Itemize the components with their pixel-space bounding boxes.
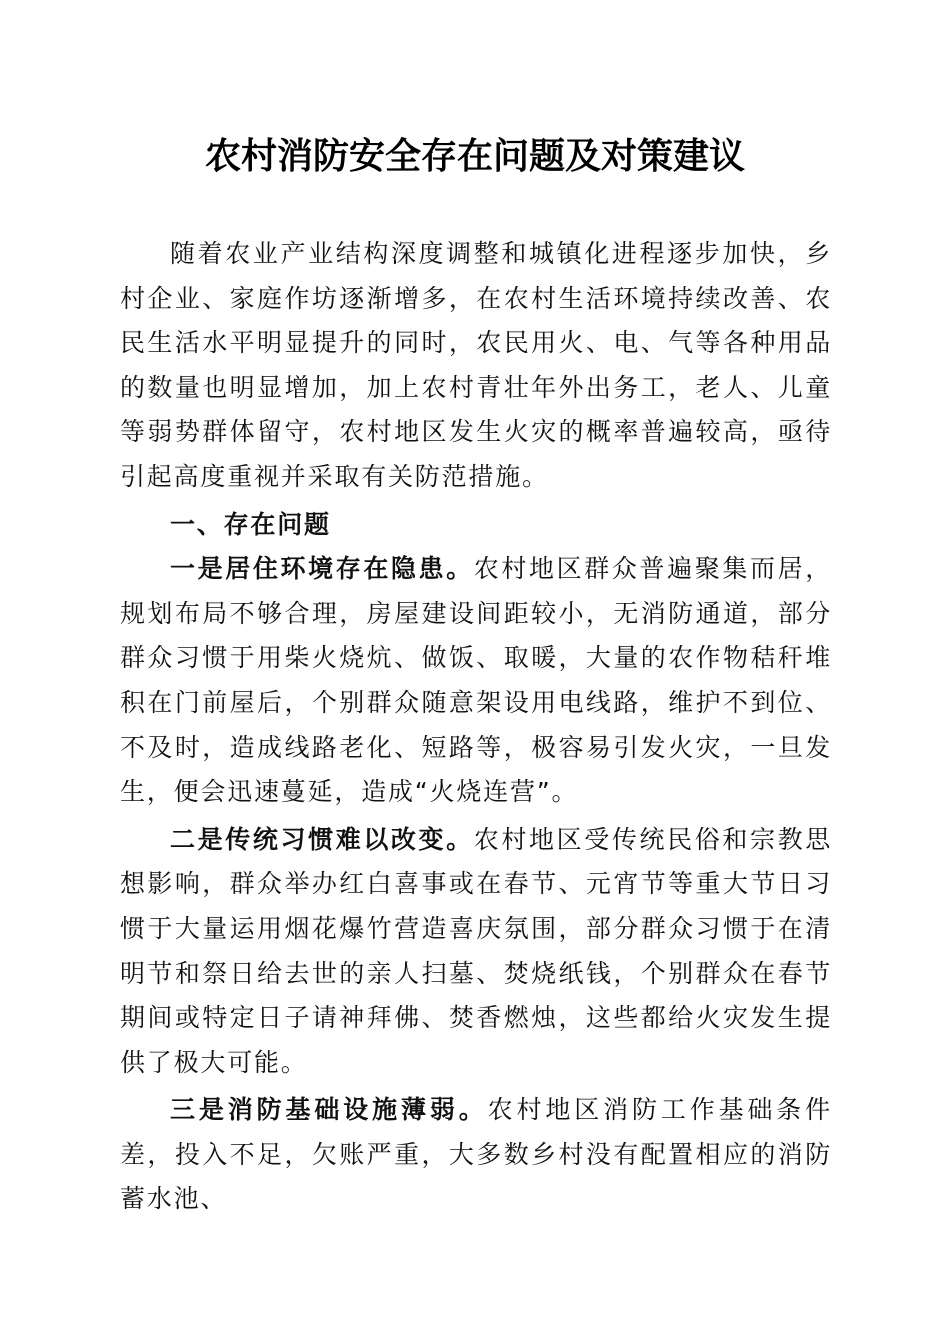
- problem-text-3: 农村地区消防工作基础条件差，投入不足，欠账严重，大多数乡村没有配置相应的消防蓄水池、: [120, 1095, 832, 1214]
- document-title: 农村消防安全存在问题及对策建议: [204, 135, 745, 177]
- intro-paragraph: 随着农业产业结构深度调整和城镇化进程逐步加快，乡村企业、家庭作坊逐渐增多，在农村生活环境持续改善、农民生活水平明显提升的同时，农民用火、电、气等各种用品的数量也明显增加，加上农村青壮年外出务工，老人、儿童等弱势群体留守，农村地区发生火灾的概率普遍较高，亟待引起高度重视并采取有关防范措施。: [120, 239, 832, 491]
- problem-lead-1: 一是居住环境存在隐患。: [170, 554, 474, 584]
- problem-text-2: 农村地区受传统民俗和宗教思想影响，群众举办红白喜事或在春节、元宵节等重大节日习惯于大量运用烟花爆竹营造喜庆氛围，部分群众习惯于在清明节和祭日给去世的亲人扫墓、焚烧纸钱，个别群众在春节期间或特定日子请神拜佛、焚香燃烛，这些都给火灾发生提供了极大可能。: [120, 824, 832, 1077]
- problem-text-1: 农村地区群众普遍聚集而居，规划布局不够合理，房屋建设间距较小，无消防通道，部分群众习惯于用柴火烧炕、做饭、取暖，大量的农作物秸秆堆积在门前屋后，个别群众随意架设用电线路，维护不到位、不及时，造成线路老化、短路等，极容易引发火灾，一旦发生，便会迅速蔓延，造成“火烧连营”。: [120, 554, 832, 807]
- problem-paragraph-1: [120, 547, 832, 815]
- problem-paragraph-3: [120, 1088, 832, 1222]
- section-heading-problems: 一、存在问题: [170, 509, 331, 539]
- document-body: [120, 232, 832, 1222]
- problem-lead-3: 三是消防基础设施薄弱。: [170, 1095, 488, 1125]
- problem-paragraph-2: [120, 818, 832, 1086]
- problem-lead-2: 二是传统习惯难以改变。: [170, 824, 474, 854]
